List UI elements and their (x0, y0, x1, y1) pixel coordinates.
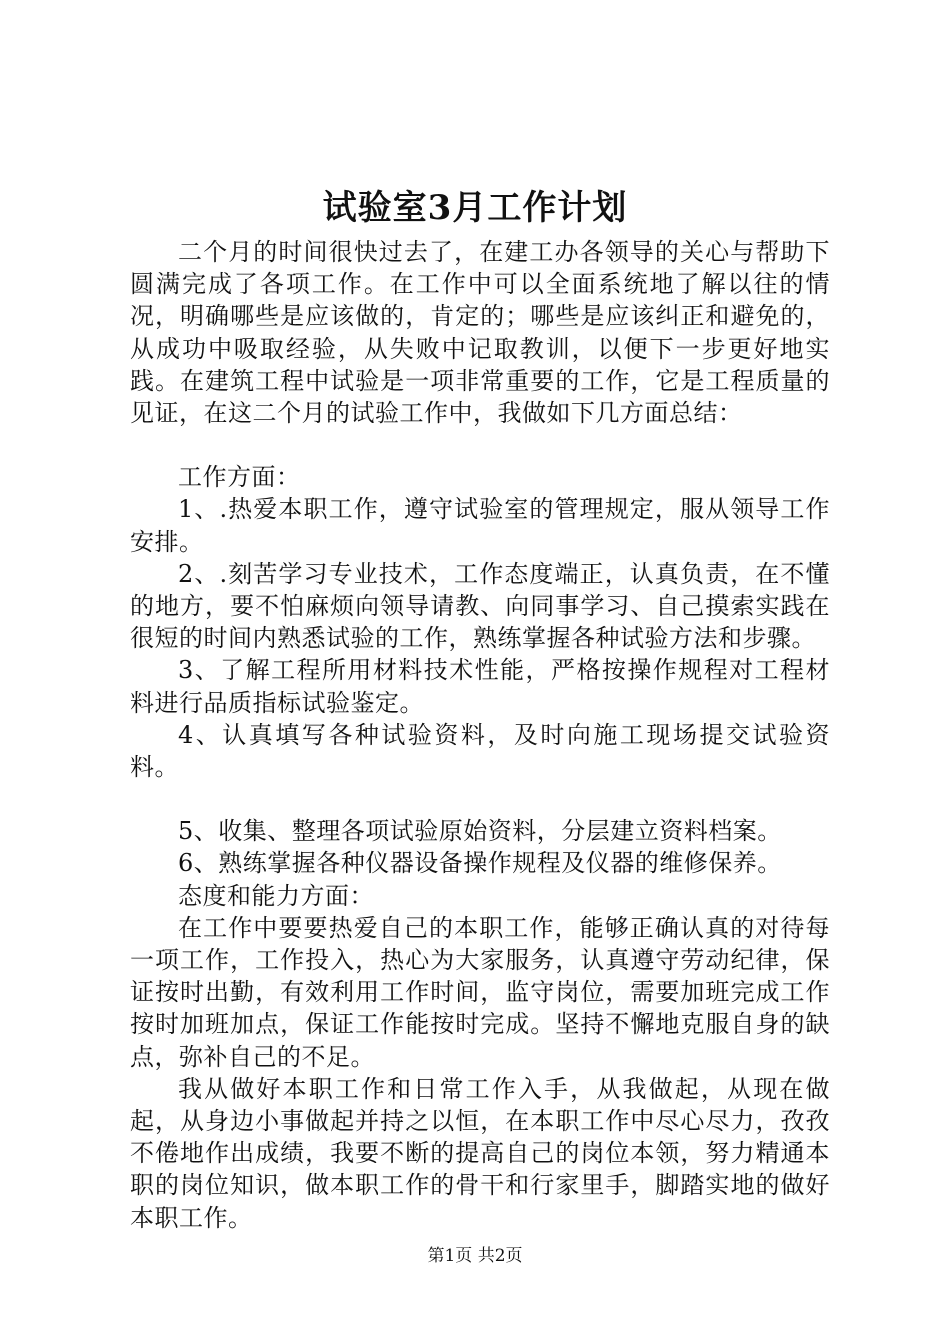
paragraph-conclusion: 我从做好本职工作和日常工作入手，从我做起，从现在做起，从身边小事做起并持之以恒，在本职工作中尽心尽力，孜孜不倦地作出成绩，我要不断的提高自己的岗位本领，努力精通本职的岗位知识，做本职工作的骨干和行家里手，脚踏实地的做好本职工作。 (130, 1074, 830, 1232)
list-item-6: 6、熟练掌握各种仪器设备操作规程及仪器的维修保养。 (178, 849, 782, 878)
paragraph-gap (130, 783, 830, 815)
list-item-5: 5、收集、整理各项试验原始资料，分层建立资料档案。 (178, 817, 782, 846)
document-title: 试验室3月工作计划 (322, 188, 628, 228)
paragraph-attitude: 在工作中要要热爱自己的本职工作，能够正确认真的对待每一项工作，工作投入，热心为大家服务，认真遵守劳动纪律，保证按时出勤，有效利用工作时间，监守岗位，需要加班完成工作按时加班加点，保证工作能按时完成。坚持不懈地克服自身的缺点，弥补自己的不足。 (130, 913, 830, 1071)
page-footer: 第1页 共2页 (427, 1246, 523, 1266)
paragraph-gap (130, 429, 830, 461)
list-item-4: 4、认真填写各种试验资料，及时向施工现场提交试验资料。 (130, 720, 830, 782)
document-body (130, 236, 830, 1234)
paragraph-intro: 二个月的时间很快过去了，在建工办各领导的关心与帮助下圆满完成了各项工作。在工作中可以全面系统地了解以往的情况，明确哪些是应该做的，肯定的；哪些是应该纠正和避免的，从成功中吸取经验，从失败中记取教训，以便下一步更好地实践。在建筑工程中试验是一项非常重要的工作，它是工程质量的见证，在这二个月的试验工作中，我做如下几方面总结： (130, 238, 830, 428)
section-heading-work: 工作方面： (178, 463, 301, 492)
section-heading-attitude: 态度和能力方面： (178, 881, 374, 910)
list-item-3: 3、了解工程所用材料技术性能，严格按操作规程对工程材料进行品质指标试验鉴定。 (130, 656, 830, 717)
list-item-2: 2、.刻苦学习专业技术，工作态度端正，认真负责，在不懂的地方，要不怕麻烦向领导请教、向同事学习、自己摸索实践在很短的时间内熟悉试验的工作，熟练掌握各种试验方法和步骤。 (130, 559, 830, 653)
list-item-1: 1、.热爱本职工作，遵守试验室的管理规定，服从领导工作安排。 (130, 495, 830, 556)
